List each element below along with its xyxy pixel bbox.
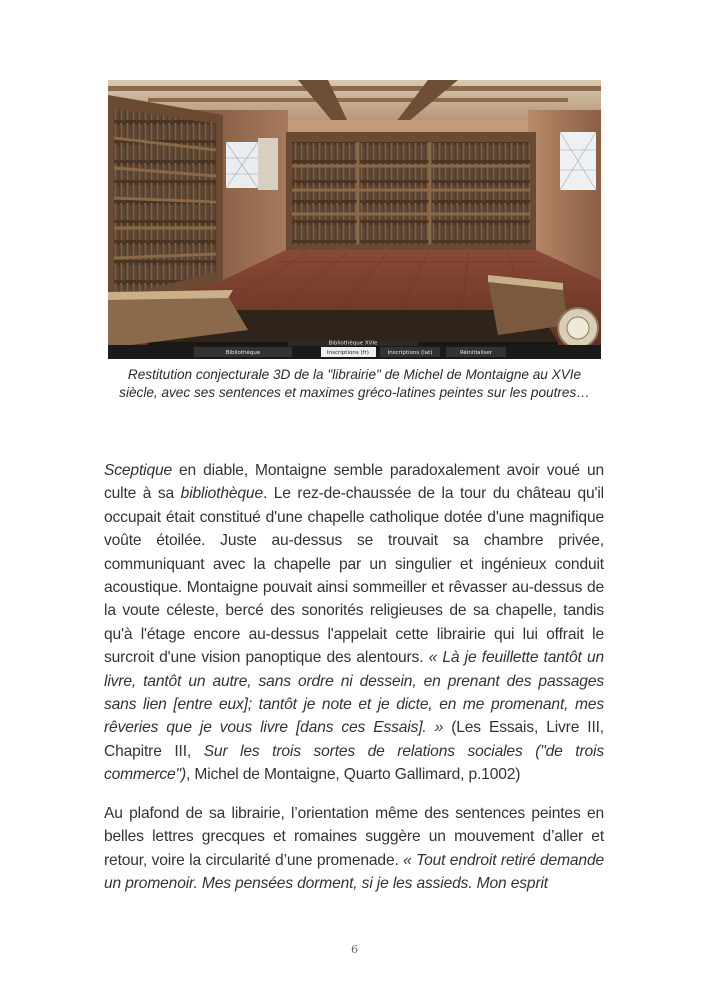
p1-quote: « Là je feuillette tantôt un livre, tantôt un autre, sans ordre ni dessein, en prenant des passages sans lien [entre eux]; tantôt je note et je dicte, en me promenant, mes rêveries que je vous livre [dans ces Essais]. » (104, 649, 604, 737)
toolbar-title: Bibliothèque XVIe (328, 340, 378, 347)
p1-citation-a: (Les Essais, Livre III, Chapitre III, (104, 719, 604, 760)
figure-caption: Restitution conjecturale 3D de la "librairie" de Michel de Montaigne au XVIe siècle, avec ses sentences et maximes gréco-latines peintes sur les poutres… (119, 367, 590, 400)
p1-italic-sceptique: Sceptique (104, 462, 173, 479)
p2-quote: « Tout endroit retiré demande un promenoir. Mes pensées dorment, si je les assieds. Mon esprit (104, 851, 604, 893)
p1-text-a: en diable, Montaigne semble paradoxalement avoir voué un culte à sa (104, 462, 604, 503)
toolbar-button-2-label: Inscriptions (fr) (327, 350, 369, 356)
library-3d-render (108, 80, 601, 359)
p1-italic-bibliotheque: bibliothèque (180, 485, 263, 503)
p1-citation-b: , Michel de Montaigne, Quarto Gallimard, p.1002) (186, 766, 521, 784)
page-number: 6 (351, 943, 358, 956)
p1-text-b: . Le rez-de-chaussée de la tour du château qu'il occupait était constitué d'une chapelle catholique dotée d'une magnifique voûte étoilée. Juste au-dessus se trouvait sa chambre privée, communiquant avec la chapelle par un singulier et ingénieux conduit acoustique. Montaigne pouvait ainsi sommeiller et rêvasser au-dessus de la voute céleste, bercé des sonorités religieuses de sa chapelle, tandis qu'à l'étage encore au-dessus l'appelait cette librairie qui lui offrait le surcroit d'une vision panoptique des alentours. (104, 485, 604, 667)
toolbar-button-3-label: Inscriptions (lat) (387, 350, 433, 356)
toolbar-button-4-label: Réinitialiser (459, 350, 493, 356)
paragraph-1 (104, 459, 604, 787)
paragraph-2 (104, 802, 604, 896)
toolbar-button-1-label: Bibliothèque (225, 350, 261, 356)
library-illustration (108, 80, 601, 359)
p1-citation-title: Sur les trois sortes de relations sociales ("de trois commerce") (104, 742, 604, 784)
p2-text: Au plafond de sa librairie, l’orientation même des sentences peintes en belles lettres grecques et romaines suggère un mouvement d’aller et retour, voire la circularité d’une promenade. (104, 805, 604, 869)
